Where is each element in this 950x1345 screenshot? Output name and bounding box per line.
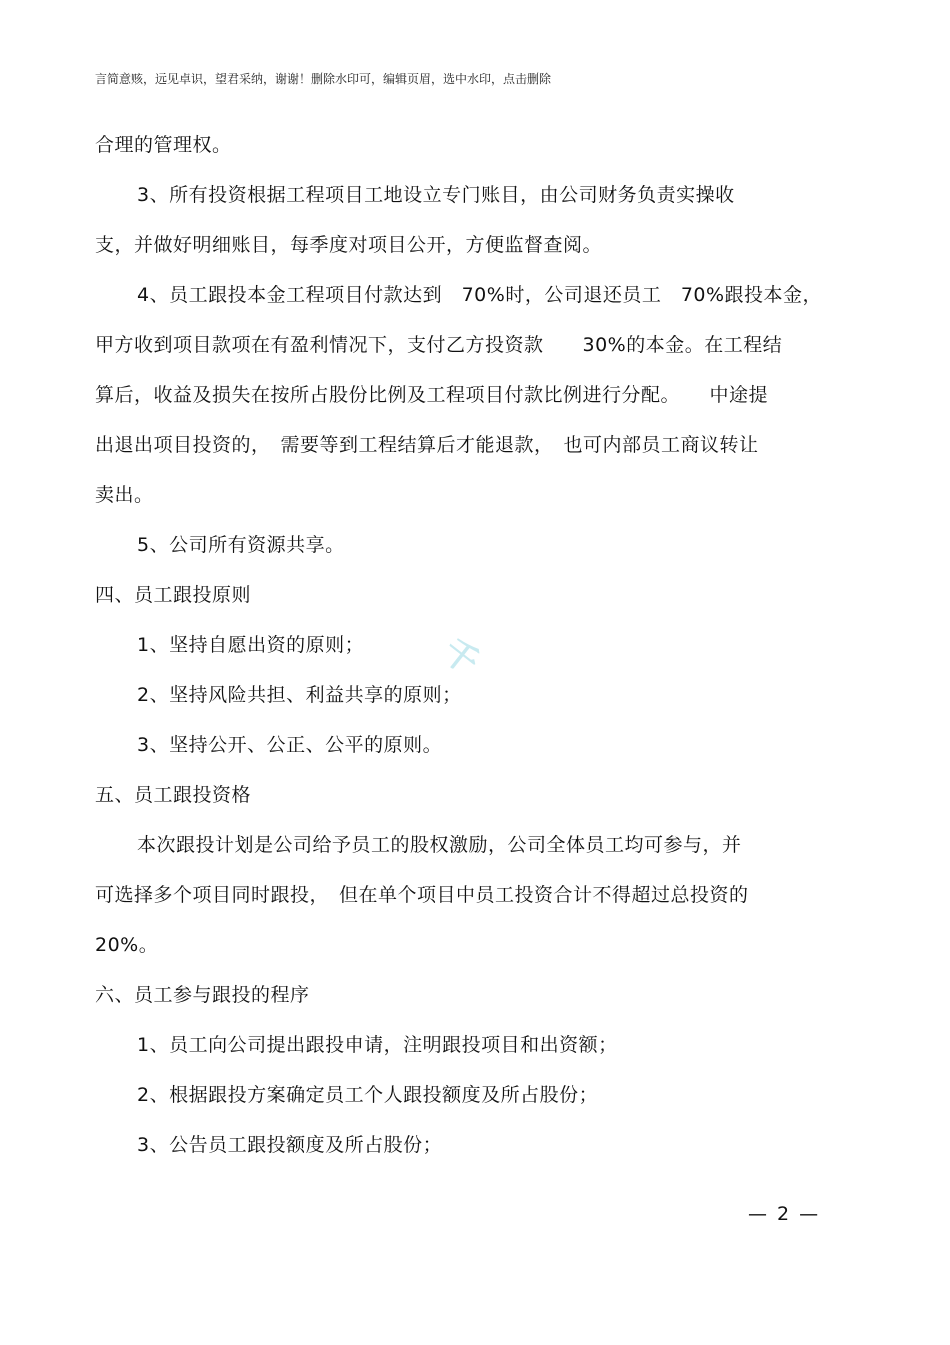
list-item: 2、根据跟投方案确定员工个人跟投额度及所占股份； <box>137 1084 599 1106</box>
section-heading: 五、员工跟投资格 <box>95 784 252 806</box>
paragraph-line: 合理的管理权。 <box>95 134 232 156</box>
section-heading: 四、员工跟投原则 <box>95 584 252 606</box>
list-item: 2、坚持风险共担、利益共享的原则； <box>137 684 462 706</box>
list-item: 1、坚持自愿出资的原则； <box>137 634 365 656</box>
paragraph-line: 20%。 <box>95 934 159 956</box>
list-item: 3、坚持公开、公正、公平的原则。 <box>137 734 443 756</box>
paragraph-line: 3、所有投资根据工程项目工地设立专门账目，由公司财务负责实操收 <box>137 184 735 206</box>
paragraph-line: 5、公司所有资源共享。 <box>137 534 345 556</box>
list-item: 3、公告员工跟投额度及所占股份； <box>137 1134 443 1156</box>
paragraph-line: 算后，收益及损失在按所占股份比例及工程项目付款比例进行分配。 中途提 <box>95 384 769 406</box>
watermark: 千 <box>434 630 487 684</box>
paragraph-line: 甲方收到项目款项在有盈利情况下，支付乙方投资款 30%的本金。在工程结 <box>95 334 783 356</box>
section-heading: 六、员工参与跟投的程序 <box>95 984 310 1006</box>
paragraph-line: 可选择多个项目同时跟投， 但在单个项目中员工投资合计不得超过总投资的 <box>95 884 749 906</box>
paragraph-line: 卖出。 <box>95 484 154 506</box>
paragraph-line: 支，并做好明细账目，每季度对项目公开，方便监督查阅。 <box>95 234 603 256</box>
paragraph-line: 出退出项目投资的， 需要等到工程结算后才能退款， 也可内部员工商议转让 <box>95 434 759 456</box>
list-item: 1、员工向公司提出跟投申请，注明跟投项目和出资额； <box>137 1034 618 1056</box>
header-note: 言简意赅，远见卓识，望君采纳，谢谢！删除水印可，编辑页眉，选中水印，点击删除 <box>95 72 552 86</box>
paragraph-line: 本次跟投计划是公司给予员工的股权激励，公司全体员工均可参与，并 <box>137 834 742 856</box>
page-number: — 2 — <box>748 1203 821 1225</box>
paragraph-line: 4、员工跟投本金工程项目付款达到 70%时，公司退还员工 70%跟投本金， <box>137 284 823 306</box>
